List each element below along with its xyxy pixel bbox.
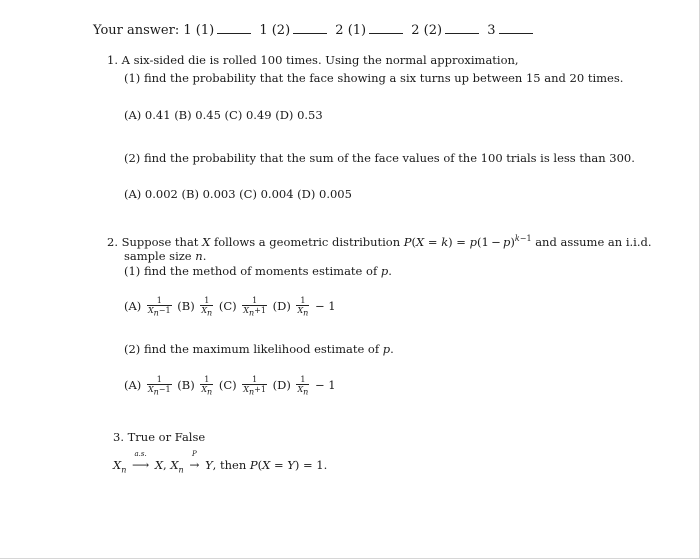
question-2-title-mid: follows a geometric distribution <box>213 234 401 249</box>
option-b-label: (B) <box>177 298 195 313</box>
option-a-formula: $\frac{1}{X̄_n-1}$ <box>147 375 171 397</box>
question-1-part-1-options: (A) 0.41 (B) 0.45 (C) 0.49 (D) 0.53 <box>124 108 323 122</box>
answer-line <box>93 22 537 38</box>
question-1-part-2: (2) find the probability that the sum of the face values of the 100 trials is less than 300. <box>124 151 635 165</box>
question-2-part-2-text: (2) find the maximum likelihood estimate of <box>124 342 380 356</box>
answer-blank-2-1[interactable] <box>369 22 403 34</box>
option-b-formula: $\frac{1}{X̄_n}$ <box>201 375 213 397</box>
question-2-part-2: (2) find the maximum likelihood estimate of p. <box>124 342 394 356</box>
option-d-label: (D) <box>272 298 291 313</box>
question-1-part-1: (1) find the probability that the face showing a six turns up between 15 and 20 times. <box>124 71 624 85</box>
option-c-formula: $\frac{1}{X̄_n+1}$ <box>243 296 266 318</box>
question-1-title: 1. A six-sided die is rolled 100 times. Using the normal approximation, <box>107 53 519 67</box>
as-label: a.s. <box>134 450 147 458</box>
answer-blank-1-2[interactable] <box>293 22 327 34</box>
option-d-formula: $\frac{1}{X̄_n}$ − 1 <box>297 296 336 318</box>
answer-label: Your answer: <box>93 23 180 38</box>
question-2-line-2-text: sample size <box>124 249 192 263</box>
option-b-formula: $\frac{1}{X̄_n}$ <box>201 296 213 318</box>
question-3-title: 3. True or False <box>113 430 206 444</box>
answer-slot-2-1: 2 (1) <box>335 23 367 38</box>
option-d-label: (D) <box>272 377 291 392</box>
answer-blank-2-2[interactable] <box>445 22 479 34</box>
question-2-part-2-options <box>124 375 336 397</box>
in-probability-arrow: P → <box>189 450 200 472</box>
question-3-statement: $X_n$ a.s. ⟶ X, $X_n$ P → Y, then P(X = Y) = 1. <box>113 450 328 475</box>
option-a-label: (A) <box>124 377 142 392</box>
question-2-part-1-text: (1) find the method of moments estimate of <box>124 264 378 278</box>
almost-sure-arrow: a.s. ⟶ <box>132 450 150 472</box>
question-2-line-2: sample size n. <box>124 249 207 263</box>
question-2-title: 2. Suppose that X follows a geometric distribution $P(X = k) = p(1 - p)^{k-1}$ and assume an i.i.d. <box>107 234 652 249</box>
question-2-part-1: (1) find the method of moments estimate of p. <box>124 264 392 278</box>
answer-blank-1-1[interactable] <box>217 22 251 34</box>
option-c-formula: $\frac{1}{X̄_n+1}$ <box>243 375 266 397</box>
answer-slot-3: 3 <box>487 23 496 38</box>
answer-slot-1-2: 1 (2) <box>259 23 291 38</box>
option-d-formula: $\frac{1}{X̄_n}$ − 1 <box>297 375 336 397</box>
question-2-part-1-options <box>124 296 336 318</box>
question-2-title-suffix: and assume an i.i.d. <box>535 234 652 249</box>
question-2-title-prefix: 2. Suppose that <box>107 234 199 249</box>
answer-blank-3[interactable] <box>499 22 533 34</box>
then-word: , then <box>212 458 247 472</box>
p-label: P <box>192 450 197 458</box>
answer-slot-1-1: 1 (1) <box>183 23 215 38</box>
option-a-label: (A) <box>124 298 142 313</box>
geometric-pmf-formula: $P(X = k) = p(1 - p)^{k-1}$ <box>403 234 532 249</box>
option-c-label: (C) <box>218 377 237 392</box>
option-a-formula: $\frac{1}{X̄_n-1}$ <box>147 296 171 318</box>
answer-slot-2-2: 2 (2) <box>411 23 443 38</box>
question-1-part-2-options: (A) 0.002 (B) 0.003 (C) 0.004 (D) 0.005 <box>124 187 352 201</box>
option-c-label: (C) <box>218 298 237 313</box>
option-b-label: (B) <box>177 377 195 392</box>
